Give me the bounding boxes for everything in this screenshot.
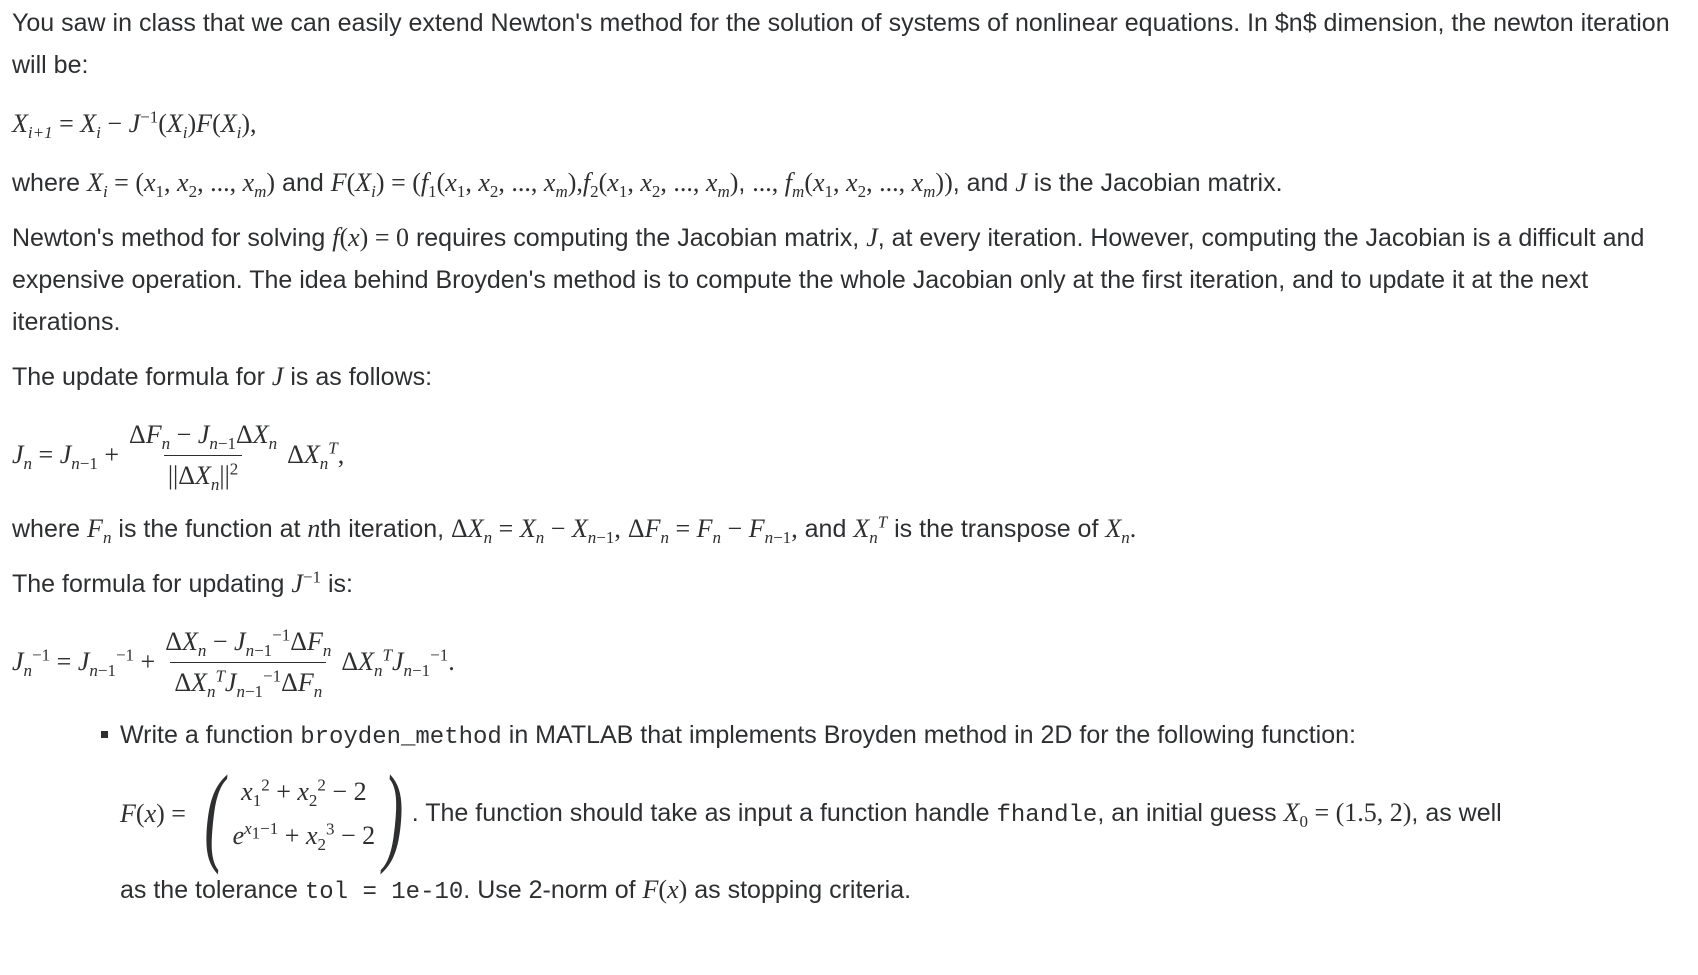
where-x-f-paragraph: where $X_i = (x_1$, $x_2$, ..., $x_m$) and $F(X_i) = (f_1(x_1$, $x_2$, ..., $x_m),f_2(x_1$, $x_2$, ..., $x_m$), ..., $f_m(x_1$, $x_2$, ..., $x_m$)), and J is the Jacobian matrix.	[12, 168, 1283, 202]
function-definition: F(x) = ( $x_1^2 + x_2^2 - 2$ $e^{x_1-1} + x_2^3 - 2$ ) . The function should take as input a function handle fhandle, an initial guess $X_0 = (1.5$, 2), as well	[120, 753, 1502, 875]
jacobian-update-equation: $J_n = J_{n-1}$ + $\frac{\Delta F_n - J_{n-1}\Delta X_n}{||\Delta X_n||^2}$ $\Delta X_n^T$,	[12, 419, 345, 494]
newton-iteration-equation: $X_{i+1} = X_i - J^{-1}(X_i)F(X_i)$,	[12, 107, 257, 143]
function-name-code: broyden_method	[300, 724, 502, 751]
fhandle-code: fhandle	[996, 801, 1098, 829]
inverse-update-intro: The formula for updating $J^{-1}$ is:	[12, 567, 353, 598]
tol-code: tol = 1e-10	[304, 879, 464, 906]
where-fn-paragraph: where $F_n$ is the function at nth iteration, $\Delta X_n = X_n - X_{n-1}$, $\Delta F_n = F_n - F_{n-1}$, and $X_n^T$ is the transpose of $X_n$.	[12, 512, 1137, 548]
task-item: Write a function broyden_method in MATLAB that implements Broyden method in 2D for the following function: F(x) = ( $x_1^2 + x_2^2 - 2$ $e^{x_1-1} + x_2^3 - 2$ ) . The function should take as input a function handle fhandle, an initial guess $X_0 = (1.5$, 2), as well as the tolerance tol = 1e-10. Use 2-norm of F(x) as stopping criteria.	[120, 714, 1684, 914]
broyden-motivation-paragraph: Newton's method for solving f(x) = 0 requires computing the Jacobian matrix, J, at every iteration. However, computing the Jacobian is a difficult and expensive operation. The idea behind Broyden's method is to compute the whole Jacobian only at the first iteration, and to update it at the next iterations.	[12, 223, 1645, 336]
task-list	[12, 714, 1684, 914]
inverse-jacobian-update-equation: $J_n^{-1} = J_{n-1}^{-1}$ + $\frac{\Delta X_n - J_{n-1}^{-1}\Delta F_n}{\Delta X_n^TJ_{n-1}^{-1}\Delta F_n}$ $\Delta X_n^TJ_{n-1}^{-1}$.	[12, 624, 455, 701]
update-formula-intro: The update formula for J is as follows:	[12, 362, 433, 391]
intro-paragraph: You saw in class that we can easily extend Newton's method for the solution of systems of nonlinear equations. In $n$ dimension, the newton iteration will be:	[12, 9, 1670, 79]
